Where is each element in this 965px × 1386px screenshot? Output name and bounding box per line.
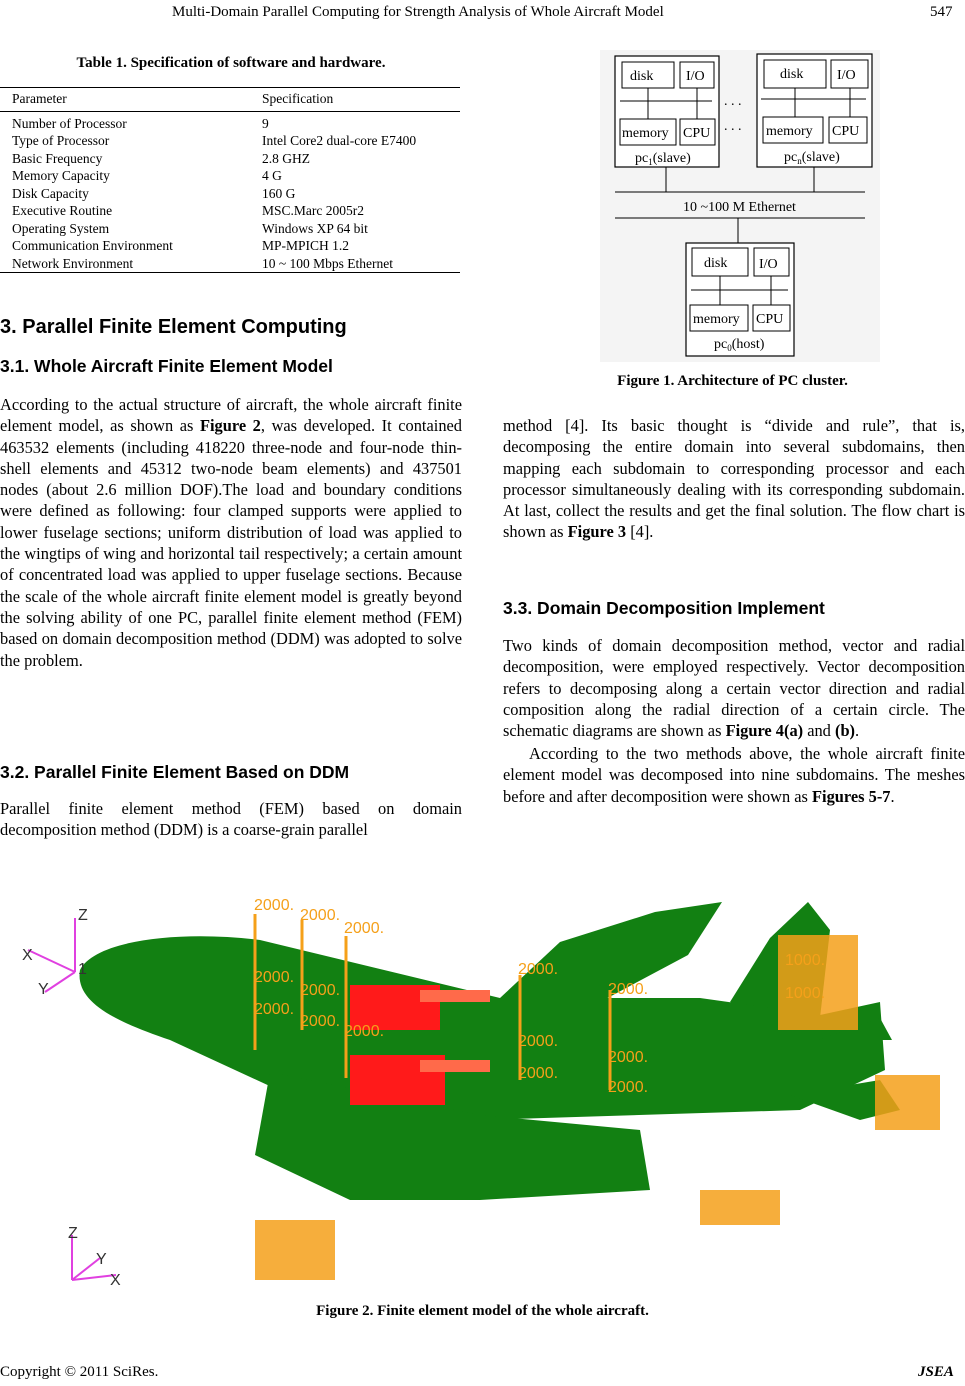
section-3-2-paragraph-1: Parallel finite element method (FEM) based on domain decomposition method (DDM) is a coarse-grain parallel <box>0 799 462 840</box>
host-memory-label: memory <box>693 312 740 327</box>
load-label: 2000. <box>300 1013 341 1030</box>
table-cell-specification: 2.8 GHZ <box>262 150 310 166</box>
figure-2-caption: Figure 2. Finite element model of the whole aircraft. <box>316 1303 649 1319</box>
table-row <box>0 167 460 185</box>
host-label: $pc_0(host)$ <box>714 337 765 353</box>
table-row <box>0 185 460 203</box>
footer-copyright: Copyright © 2011 SciRes. <box>0 1364 159 1380</box>
table-cell-specification: 4 G <box>262 168 282 183</box>
table-cell-parameter: Disk Capacity <box>12 185 89 201</box>
load-label: 2000. <box>518 1033 559 1050</box>
slave-n-disk-label: disk <box>780 67 804 82</box>
section-3-3-heading: 3.3. Domain Decomposition Implement <box>503 598 825 618</box>
slave-1-cpu-label: CPU <box>683 126 711 141</box>
section-3-1-heading: 3.1. Whole Aircraft Finite Element Model <box>0 356 333 376</box>
axis-x-label: X <box>22 947 33 964</box>
ethernet-label: 10 ~100 M Ethernet <box>683 200 796 215</box>
figures-5-7-reference: Figures 5-7 <box>812 786 891 806</box>
slave-n-io-label: I/O <box>837 68 856 83</box>
ellipsis-top: . . . <box>724 94 742 109</box>
table-row <box>0 237 460 255</box>
spec-table <box>0 87 460 273</box>
table-cell-parameter: Operating System <box>12 220 110 236</box>
ellipsis-bottom: . . . <box>724 119 742 134</box>
table-cell-specification: MP-MPICH 1.2 <box>262 238 350 253</box>
table-row <box>0 132 460 150</box>
slave-n-memory-label: memory <box>766 124 813 139</box>
table-row <box>0 202 460 220</box>
axis-y-label: Y <box>38 981 49 998</box>
figure-4a-reference: Figure 4(a) <box>725 721 804 741</box>
pc-cluster-diagram <box>600 50 880 362</box>
spec-table-body <box>0 111 460 273</box>
host-cpu-label: CPU <box>756 312 784 327</box>
slave-n-node <box>757 54 872 167</box>
load-label: 2000. <box>300 907 341 924</box>
section-3-3-paragraph-2: According to the two methods above, the whole aircraft finite element model was decomposed into nine subdomains. The meshes before and after decomposition were shown as Figures 5-7. <box>503 744 965 806</box>
red-load-labels-1 <box>420 990 490 1002</box>
load-label: 2000. <box>300 982 341 999</box>
section-3-2-heading: 3.2. Parallel Finite Element Based on DDM <box>0 762 350 782</box>
axis-z-label-bottom: Z <box>68 1225 78 1242</box>
load-label: 2000. <box>608 981 649 998</box>
near-wingtip-load-block <box>255 1220 335 1280</box>
axis-y-label-bottom: Y <box>96 1251 107 1268</box>
load-label: 2000. <box>254 969 295 986</box>
tail-load-label: 1000. <box>785 952 826 969</box>
figure-1-caption: Figure 1. Architecture of PC cluster. <box>617 373 848 389</box>
slave-n-cpu-label: CPU <box>832 124 860 139</box>
load-label: 2000. <box>344 920 385 937</box>
section-3-1-paragraph: According to the actual structure of aircraft, the whole aircraft finite element model, as shown as Figure 2, was developed. It contained 463532 elements (including 418220 three-node and four-node thin-shell elements and 45312 two-node beam elements) and 437501 nodes (about 2.6 million DOF).The load and boundary conditions were defined as following: four clamped supports were applied to lower fuselage sections; uniform distribution of load was applied to the wingtips of wing and horizontal tail respectively; a certain amount of concentrated load was applied to upper fuselage sections. Because the scale of the whole aircraft finite element model is greatly beyond the solving ability of one PC, parallel finite element method (FEM) based on domain decomposition method (DDM) was adopted to solve the problem. <box>0 395 462 670</box>
load-label: 2000. <box>608 1079 649 1096</box>
table-cell-specification: 10 ~ 100 Mbps Ethernet <box>262 255 394 271</box>
footer-journal: JSEA <box>918 1364 954 1380</box>
horizontal-tail-load-block <box>875 1075 940 1130</box>
table-cell-parameter: Communication Environment <box>12 238 173 253</box>
axis-z-label: Z <box>78 907 88 924</box>
table-header-specification: Specification <box>262 91 334 106</box>
slave-n-label: $pc_n(slave)$ <box>784 150 840 166</box>
table-cell-specification: MSC.Marc 2005r2 <box>262 203 364 218</box>
table-cell-specification: 160 G <box>262 185 296 201</box>
tail-load-label: 1000. <box>785 985 826 1002</box>
host-disk-label: disk <box>704 256 728 271</box>
table-cell-parameter: Executive Routine <box>12 203 113 218</box>
page-number: 547 <box>930 4 953 20</box>
table-cell-parameter: Number of Processor <box>12 115 127 131</box>
figure-2-reference: Figure 2 <box>199 416 261 436</box>
node-1-label: 1 <box>78 961 87 978</box>
aircraft-fe-model <box>0 890 965 1295</box>
table1-caption: Table 1. Specification of software and hardware. <box>76 55 386 71</box>
table-row <box>0 150 460 168</box>
slave-1-disk-label: disk <box>630 69 654 84</box>
table-row <box>0 111 460 132</box>
load-label: 2000. <box>518 961 559 978</box>
section-3-heading: 3. Parallel Finite Element Computing <box>0 316 347 338</box>
running-head-title: Multi-Domain Parallel Computing for Strength Analysis of Whole Aircraft Model <box>172 4 664 20</box>
tail-load-block <box>778 935 858 1030</box>
wingtip-load-block <box>700 1190 780 1225</box>
load-label: 2000. <box>518 1065 559 1082</box>
load-label: 2000. <box>608 1049 649 1066</box>
red-load-labels-2 <box>420 1060 490 1072</box>
axis-triad-top <box>22 907 88 998</box>
load-label: 2000. <box>254 1001 295 1018</box>
table-header-parameter: Parameter <box>12 91 67 106</box>
table-cell-parameter: Basic Frequency <box>12 150 103 166</box>
slave-1-label: $pc_1(slave)$ <box>635 151 691 167</box>
section-3-3-paragraph-1: Two kinds of domain decomposition method, vector and radial decomposition, were employed respectively. Vector decomposition refers to decomposing along a certain vector direction and radial composition along the radial direction of a certain circle. The schematic diagrams are shown as Figure 4(a) and (b). <box>503 636 965 741</box>
section-3-2-paragraph-2: method [4]. Its basic thought is “divide and rule”, that is, decomposing the entire domain into several subdomains, then mapping each subdomain to corresponding processor and each processor simultaneously dealing with its corresponding subdomain. At last, collect the results and get the final solution. The flow chart is shown as Figure 3 [4]. <box>503 416 965 542</box>
load-label: 2000. <box>344 1023 385 1040</box>
figure-3-reference: Figure 3 <box>567 522 627 542</box>
axis-triad-bottom <box>68 1225 121 1289</box>
slave-1-node <box>615 56 719 167</box>
load-label: 2000. <box>254 897 295 914</box>
table-cell-parameter: Network Environment <box>12 255 134 271</box>
figure-4b-reference: (b) <box>834 721 856 741</box>
host-io-label: I/O <box>759 257 778 272</box>
table-row <box>0 220 460 238</box>
table-cell-specification: 9 <box>262 115 269 131</box>
slave-1-memory-label: memory <box>622 126 669 141</box>
table-cell-specification: Intel Core2 dual-core E7400 <box>262 133 417 148</box>
table-cell-parameter: Type of Processor <box>12 133 110 148</box>
table-row <box>0 255 460 273</box>
slave-1-io-label: I/O <box>686 69 705 84</box>
table-cell-parameter: Memory Capacity <box>12 168 110 183</box>
table-cell-specification: Windows XP 64 bit <box>262 220 368 236</box>
host-node <box>686 243 794 356</box>
axis-x-label-bottom: X <box>110 1272 121 1289</box>
